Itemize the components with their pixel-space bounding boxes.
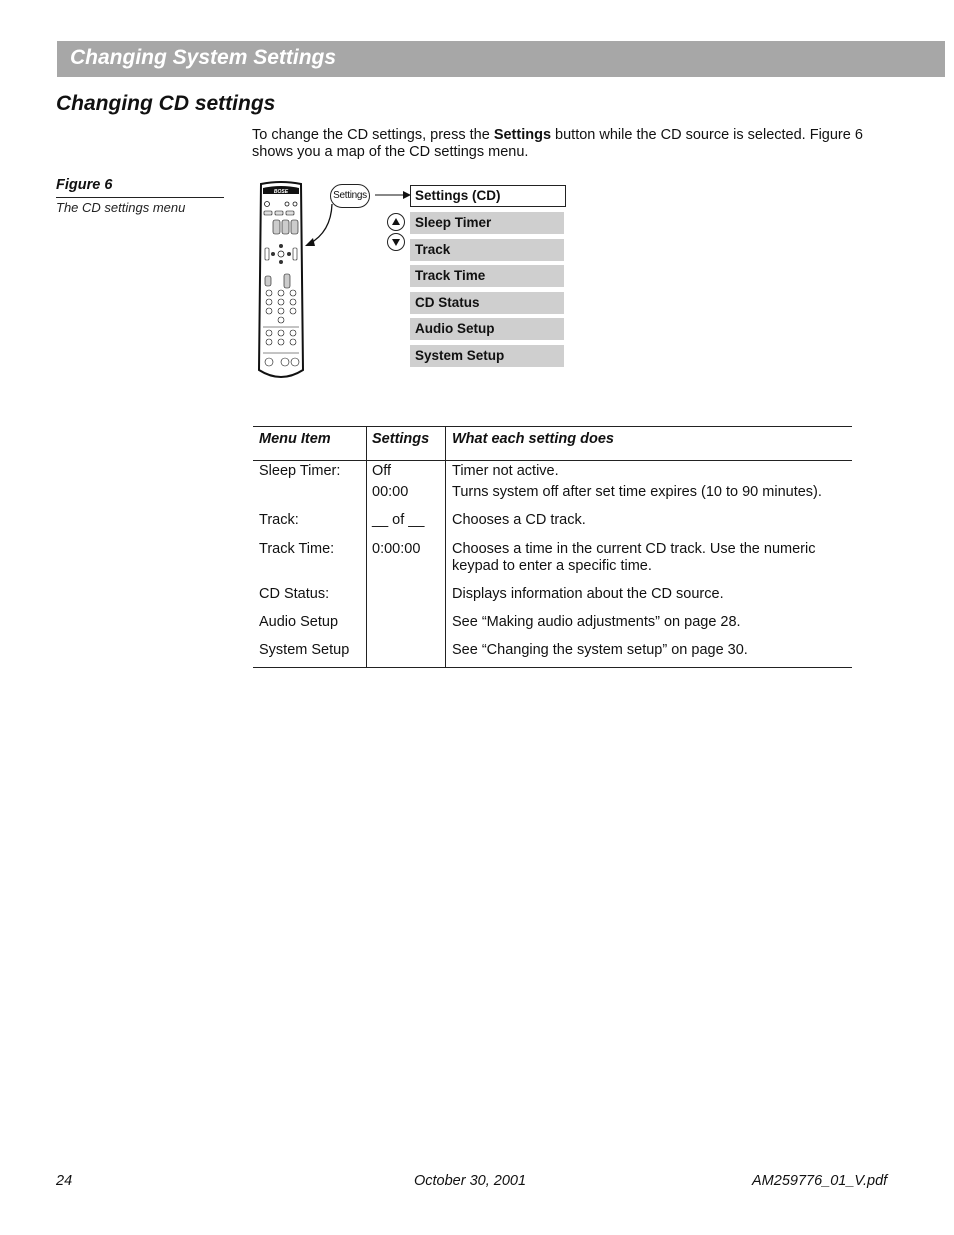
table-header-menu-item: Menu Item <box>259 431 331 447</box>
table-cell-setting: __ of __ <box>372 512 425 528</box>
table-cell-desc: Timer not active. <box>452 463 559 479</box>
table-cell-setting: Off <box>372 463 392 479</box>
table-cell-desc: Chooses a CD track. <box>452 512 586 528</box>
table-header-settings: Settings <box>372 431 430 447</box>
section-title: Changing CD settings <box>56 92 276 115</box>
up-arrow-button-icon <box>387 213 405 231</box>
table-cell-item: Audio Setup <box>259 614 339 630</box>
menu-item-track-time: Track Time <box>410 265 564 287</box>
intro-paragraph <box>252 127 902 161</box>
intro-text-1: To change the CD settings, press the <box>252 127 494 143</box>
remote-logo: BOSE <box>273 189 289 195</box>
footer-filename: AM259776_01_V.pdf <box>752 1173 888 1189</box>
menu-item-audio-setup: Audio Setup <box>410 318 564 340</box>
settings-button-callout: Settings <box>330 184 370 208</box>
figure-caption: The CD settings menu <box>56 200 186 215</box>
intro-text-2: button while the CD source is selected. Figure 6 shows you a map of the CD settings menu. <box>252 127 863 160</box>
table-cell-desc: See “Making audio adjustments” on page 28. <box>452 614 741 630</box>
down-arrow-button-icon <box>387 233 405 251</box>
table-cell-desc: Chooses a time in the current CD track. Use the numeric keypad to enter a specific time. <box>452 541 816 574</box>
menu-item-sleep-timer: Sleep Timer <box>410 212 564 234</box>
table-cell-item: CD Status: <box>259 586 330 602</box>
table-cell-item: System Setup <box>259 642 350 658</box>
footer-date: October 30, 2001 <box>414 1173 527 1189</box>
menu-item-track: Track <box>410 239 564 261</box>
table-top-rule <box>253 426 852 427</box>
table-cell-desc: Turns system off after set time expires (10 to 90 minutes). <box>452 484 822 500</box>
figure-label: Figure 6 <box>56 177 224 198</box>
table-header-rule <box>253 460 852 461</box>
menu-header-settings-cd: Settings (CD) <box>410 185 566 207</box>
intro-bold-settings: Settings <box>493 127 552 143</box>
footer-page-number: 24 <box>56 1173 73 1189</box>
banner-title: Changing System Settings <box>70 46 337 69</box>
table-cell-item: Track: <box>259 512 299 528</box>
section-banner <box>57 41 945 77</box>
table-bottom-rule <box>253 667 852 668</box>
table-cell-setting: 0:00:00 <box>372 541 421 557</box>
menu-item-cd-status: CD Status <box>410 292 564 314</box>
table-cell-desc: See “Changing the system setup” on page 30. <box>452 642 748 658</box>
table-cell-desc: Displays information about the CD source. <box>452 586 724 602</box>
menu-item-system-setup: System Setup <box>410 345 564 367</box>
table-column-divider <box>445 426 446 667</box>
table-cell-item: Sleep Timer: <box>259 463 341 479</box>
table-header-description: What each setting does <box>452 431 614 447</box>
table-column-divider <box>366 426 367 667</box>
table-cell-setting: 00:00 <box>372 484 409 500</box>
table-cell-item: Track Time: <box>259 541 335 557</box>
